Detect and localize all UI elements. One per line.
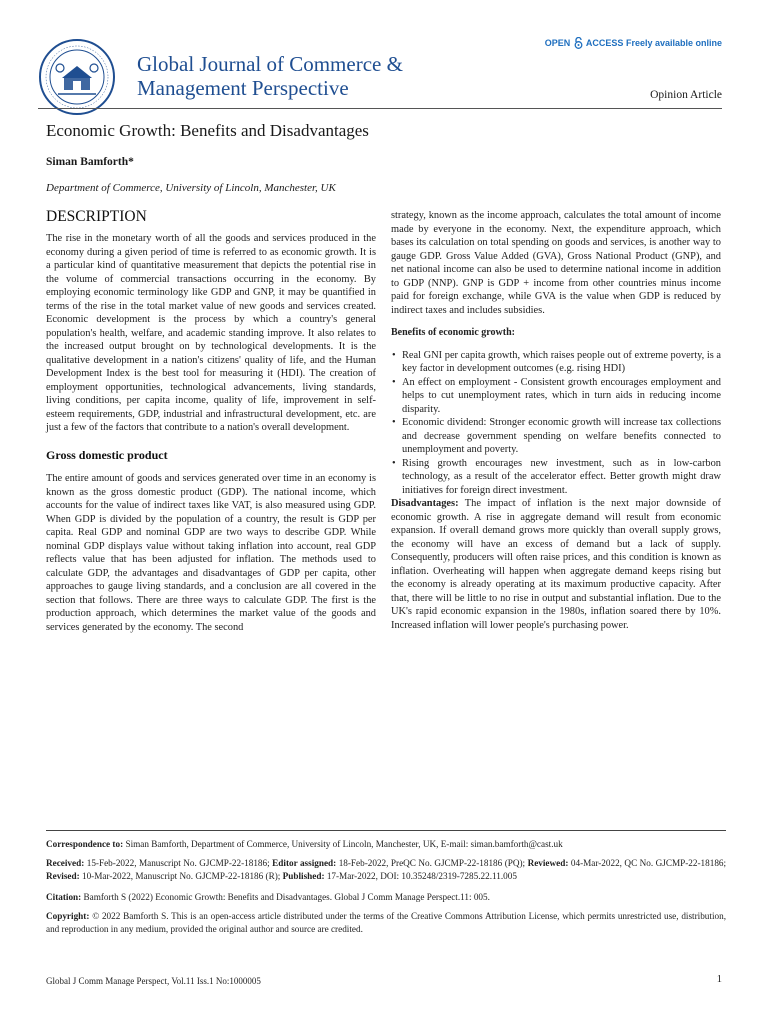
benefits-heading: Benefits of economic growth: <box>391 327 515 338</box>
journal-title-line-1: Global Journal of Commerce & <box>137 52 403 76</box>
revised-text: 10-Mar-2022, Manuscript No. GJCMP-22-18186 (R); <box>81 870 281 881</box>
received-label: Received: <box>46 858 85 868</box>
revised-label: Revised: <box>46 870 80 881</box>
editor-assigned-label: Editor assigned: <box>272 858 337 868</box>
footnote-divider <box>46 830 726 831</box>
list-item: • An effect on employment - Consistent growth encourages employment and helps to cut unemployment rates, which in turn aids in reducing income disparity. <box>391 376 721 417</box>
description-paragraph: The rise in the monetary worth of all the goods and services produced in the economy during a given period of time is referred to as economic growth. It is a particular kind of quantitative measurement that depicts the potential rise in the volume of commercial transactions occurring in the economy. By employing economic terminology like GDP and GNP, it may be quantified in terms of the rise in the total market value of new goods and services created. Economic development is the process by which a country's general population's health, welfare, and academic standing improve. It also relates to the increased output brought on by technological developments. It is the qualitative development in a nation's citizens' quality of life, and the Human Development Index is the best tool for measuring it (HDI). The creation of employment opportunities, technological advancements, living standards, living conditions, per capita income, quality of life, improvement in self-esteem requirements, GDP, industrial and infrastructural development, etc. are just a few of the factors that contribute to a nation's overall development. <box>46 233 376 433</box>
copyright-note <box>46 910 726 935</box>
correspondence-note <box>46 838 726 851</box>
journal-reference-footer: Global J Comm Manage Perspect, Vol.11 Iss.1 No:1000005 <box>46 976 261 986</box>
open-access-access: ACCESS <box>585 38 624 48</box>
published-text: 17-Mar-2022, DOI: 10.35248/2319-7285.22.11.005 <box>326 870 517 881</box>
open-access-badge <box>545 37 722 49</box>
list-item: • Rising growth encourages new investment, such as in low-carbon technology, as a result of the accelerator effect. Better growth might draw initiatives for foreign direct investment. <box>391 457 721 498</box>
disadvantages-paragraph <box>391 497 721 632</box>
benefits-list <box>391 349 721 498</box>
gdp-paragraph: The entire amount of goods and services generated over time in an economy is known as the gross domestic product (GDP). The national income, which accounts for the value of indirect taxes like VAT, is also measured using GDP. When GDP is divided by the population of a country, the result is GDP per capita. Real GDP and nominal GDP are two ways to describe GDP. While nominal GDP displays value without taking inflation into account, real GDP reflects value that has been adjusted for inflation. The methods used to calculate GDP, the advantages and disadvantages of GDP per capita, other approaches to gauge living standards, and a conclusion are all covered in the section that follows. There are three ways to calculate GDP. The first is the production approach, which determines the market value of the goods and services generated by the economy. The second <box>46 473 376 633</box>
list-item: • Economic dividend: Stronger economic growth will increase tax collections and decrease government spending on welfare benefits connected to unemployment and poverty. <box>391 416 721 457</box>
article-author: Siman Bamforth* <box>46 156 134 168</box>
reviewed-text: 04-Mar-2022, QC No. GJCMP-22-18186; <box>570 858 727 868</box>
journal-header <box>38 32 728 112</box>
reviewed-label: Reviewed: <box>527 858 569 868</box>
correspondence-label: Correspondence to: <box>46 839 124 849</box>
dates-note <box>46 857 726 882</box>
article-title: Economic Growth: Benefits and Disadvantages <box>46 121 369 140</box>
journal-title <box>137 52 403 100</box>
disadvantages-text: The impact of inflation is the next major downside of economic growth. A rise in aggregate demand will result from economic expansion. If overall demand grows more quickly than overall supply grows, the economy will have an excess of demand but a lack of supply. Consequently, producers will often raise prices, and this condition is known as inflation. Overheating will happen when aggregate demand keeps rising but the economy is already operating at its maximum productive capacity. After that, there will be little to no rise in output and substantial inflation. Due to the UK's rapid economic expansion in the 1980s, inflation soared there by 10%. Increased inflation will lower people's purchasing power. <box>391 498 721 631</box>
received-text: 15-Feb-2022, Manuscript No. GJCMP-22-18186; <box>86 858 270 868</box>
gdp-paragraph-continued: strategy, known as the income approach, calculates the total amount of income made by everyone in the economy. Next, the expenditure approach, which bases its calculation on total spending on goods and services, is another way to gauge GDP. Gross Value Added (GVA), Gross National Product (GNP), and net national income can also be used to determine national income in addition to GDP (NNP). GNP is GDP + income from other countries minus income paid for foreign exchange, while GVA is the value when GDP is reduced by indirect taxes and includes subsidies. <box>391 210 721 316</box>
author-affiliation: Department of Commerce, University of Lincoln, Manchester, UK <box>46 182 336 194</box>
description-heading: DESCRIPTION <box>46 208 147 225</box>
gdp-heading: Gross domestic product <box>46 447 168 462</box>
open-access-open: OPEN <box>544 38 571 48</box>
correspondence-text: Siman Bamforth, Department of Commerce, University of Lincoln, Manchester, UK, E-mail: siman.bamforth@cast.uk <box>125 839 563 849</box>
citation-label: Citation: <box>46 892 82 902</box>
journal-title-line-2: Management Perspective <box>137 76 349 100</box>
left-column <box>46 208 376 634</box>
citation-text: Bamforth S (2022) Economic Growth: Benefits and Disadvantages. Global J Comm Manage Perspect.11: 005. <box>83 892 490 902</box>
open-lock-icon <box>574 37 583 49</box>
page-number: 1 <box>716 974 722 985</box>
open-access-suffix: Freely available online <box>625 38 722 48</box>
copyright-text: © 2022 Bamforth S. This is an open-access article distributed under the terms of the Creative Commons Attribution License, which permits unrestricted use, distribution, and reproduction in any medium, provided the original author and source are credited. <box>46 911 726 934</box>
journal-seal-logo-icon <box>38 38 116 116</box>
disadvantages-label: Disadvantages: <box>391 498 459 509</box>
editor-assigned-text: 18-Feb-2022, PreQC No. GJCMP-22-18186 (PQ); <box>338 858 526 868</box>
right-column <box>391 209 721 632</box>
citation-note <box>46 891 726 904</box>
published-label: Published: <box>282 870 325 881</box>
copyright-label: Copyright: <box>46 911 90 921</box>
header-divider <box>38 108 722 109</box>
article-type: Opinion Article <box>650 89 722 101</box>
list-item: • Real GNI per capita growth, which raises people out of extreme poverty, is a key factor in development outcomes (e.g. rising HDI) <box>391 349 721 376</box>
